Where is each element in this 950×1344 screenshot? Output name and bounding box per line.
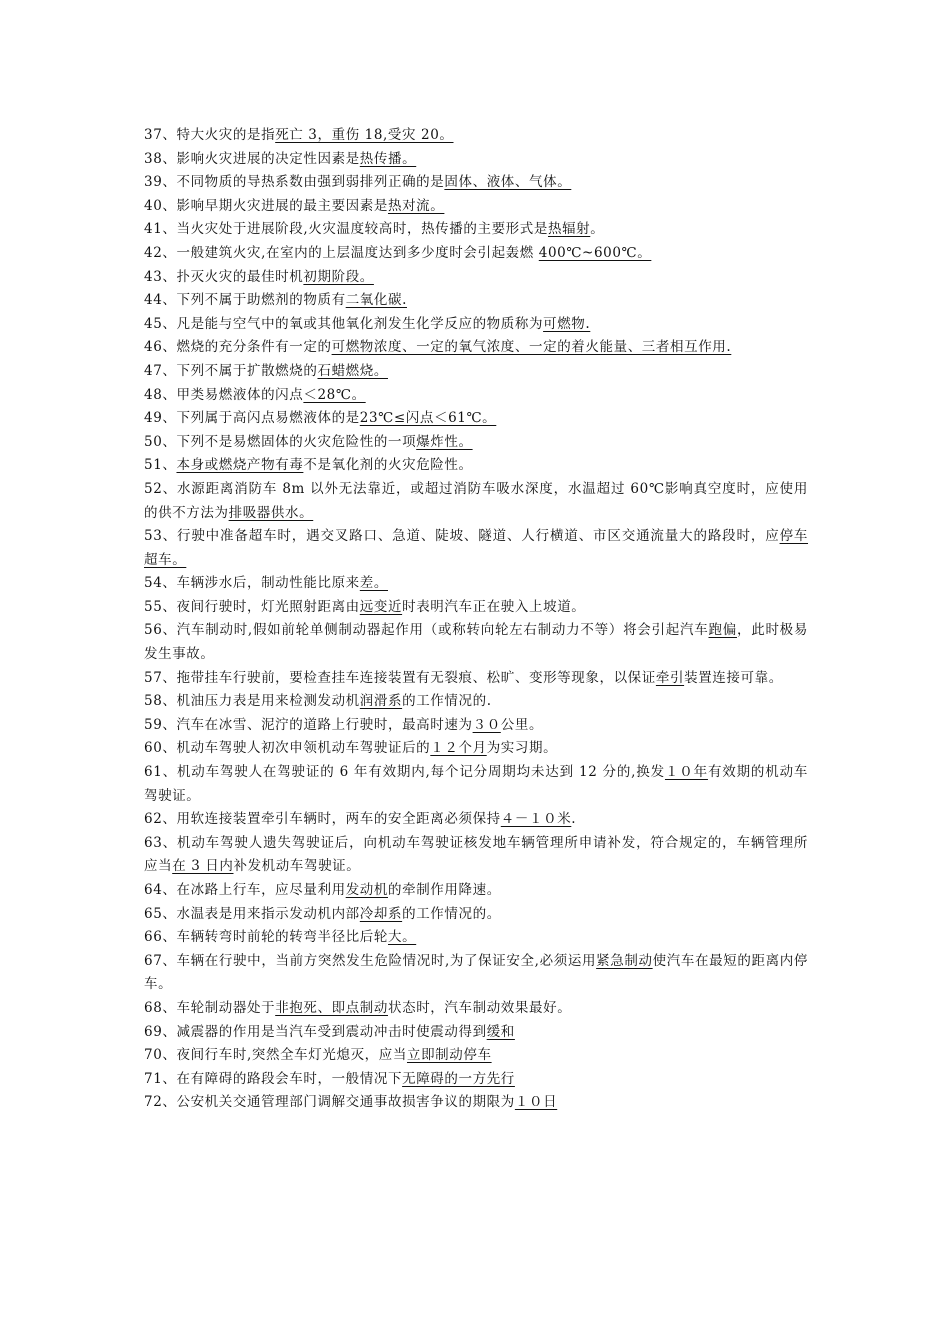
- answer-text: 无障碍的一方先行: [402, 1070, 515, 1087]
- question-number: 47、: [144, 362, 177, 379]
- question-item: [144, 407, 808, 431]
- question-text: 机动车驾驶人遗失驾驶证后，向机动车驾驶证核发地车辆管理所申请补发，符合规定的，车辆管理所应当: [144, 834, 808, 875]
- question-number: 37、: [144, 127, 177, 143]
- question-number: 68、: [144, 999, 177, 1016]
- question-text: 机动车驾驶人初次申领机动车驾驶证后的: [176, 740, 431, 757]
- question-number: 62、: [144, 811, 177, 828]
- question-item: [144, 431, 808, 455]
- question-text: 当火灾处于进展阶段,火灾温度较高时，热传播的主要形式是: [176, 221, 548, 238]
- question-number: 46、: [144, 339, 177, 356]
- question-item: [144, 879, 808, 903]
- question-text: 扑灭火灾的最佳时机: [176, 268, 304, 285]
- question-item: [144, 478, 808, 525]
- answer-text: 23℃≤闪点＜61℃。: [359, 410, 497, 427]
- question-item: [144, 266, 808, 290]
- answer-text: 非抱死、即点制动: [275, 999, 388, 1016]
- question-item: [144, 218, 808, 242]
- question-item: [144, 832, 808, 879]
- question-number: 49、: [144, 410, 177, 427]
- answer-text: １０日: [514, 1094, 558, 1111]
- question-text: 状态时，汽车制动效果最好。: [388, 999, 572, 1016]
- question-text: 影响火灾进展的决定性因素是: [176, 150, 360, 167]
- question-item: [144, 761, 808, 808]
- question-item: [144, 572, 808, 596]
- question-text: 为实习期。: [486, 740, 558, 757]
- question-text: 减震器的作用是当汽车受到震动冲击时使震动得到: [176, 1023, 487, 1040]
- answer-text: 可燃物.: [543, 315, 591, 332]
- question-item: [144, 1044, 808, 1068]
- question-item: [144, 336, 808, 360]
- question-item: [144, 525, 808, 572]
- question-item: [144, 1091, 808, 1115]
- question-text: ，此时极易发生事故。: [144, 622, 809, 663]
- question-number: 41、: [144, 221, 177, 238]
- answer-text: 润滑系: [359, 693, 403, 710]
- question-text: 行驶中准备超车时，遇交叉路口、急道、陡坡、隧道、人行横道、市区交通流量大的路段时，应: [176, 528, 780, 545]
- question-text: 的工作情况的.: [402, 693, 492, 710]
- answer-text: 发动机: [345, 882, 388, 898]
- question-text: 不是氧化剂的火灾危险性。: [303, 457, 473, 474]
- question-number: 66、: [144, 929, 177, 946]
- question-text: 。: [590, 221, 605, 238]
- question-text: 有效期的机动车驾驶证。: [144, 764, 808, 804]
- answer-text: 爆炸性。: [416, 433, 473, 450]
- answer-text: 400℃~600℃。: [538, 244, 652, 261]
- question-number: 64、: [144, 882, 177, 898]
- question-number: 52、: [144, 480, 177, 497]
- question-number: 42、: [144, 244, 177, 261]
- question-text: 夜间行车时,突然全车灯光熄灭，应当: [176, 1047, 407, 1064]
- question-number: 55、: [144, 598, 177, 615]
- question-number: 50、: [144, 433, 177, 450]
- answer-text: 二氧化碳.: [345, 292, 407, 309]
- question-number: 58、: [144, 693, 177, 710]
- question-item: [144, 313, 808, 337]
- question-text: 下列不是易燃固体的火灾危险性的一项: [176, 433, 417, 450]
- answer-text: 牵引: [655, 669, 685, 686]
- question-number: 38、: [144, 150, 177, 167]
- question-text: 在冰路上行车，应尽量利用: [176, 882, 346, 898]
- question-text: 使汽车在最短的距离内停车。: [144, 952, 809, 993]
- question-number: 69、: [144, 1023, 177, 1040]
- question-text: 拖带挂车行驶前，要检查挂车连接装置有无裂痕、松旷、变形等现象，以保证: [176, 669, 656, 686]
- question-text: 燃烧的充分条件有一定的: [176, 339, 332, 356]
- question-text: 的牵制作用降速。: [388, 882, 501, 898]
- question-number: 40、: [144, 197, 177, 214]
- question-item: [144, 667, 808, 691]
- question-number: 70、: [144, 1047, 177, 1064]
- question-text: .: [571, 811, 577, 828]
- question-text: 补发机动车驾驶证。: [233, 858, 361, 875]
- question-text: 甲类易燃液体的闪点: [176, 386, 304, 403]
- question-number: 51、: [144, 457, 177, 474]
- answer-text: 远变近: [359, 598, 403, 615]
- answer-text: 热对流。: [387, 197, 445, 214]
- document-body: [144, 124, 808, 1115]
- question-text: 不同物质的导热系数由强到弱排列正确的是: [176, 174, 445, 191]
- question-number: 48、: [144, 386, 177, 403]
- answer-text: 缓和: [486, 1023, 515, 1040]
- question-number: 63、: [144, 834, 177, 851]
- question-text: 公里。: [500, 716, 544, 733]
- answer-text: 热传播。: [359, 150, 417, 167]
- question-number: 43、: [144, 268, 177, 285]
- answer-text: １０年: [664, 764, 708, 781]
- answer-text: 冷却系: [359, 905, 403, 922]
- question-number: 72、: [144, 1094, 177, 1111]
- answer-text: 固体、液体、气体。: [444, 174, 572, 191]
- answer-text: 初期阶段。: [303, 268, 374, 285]
- question-text: 机油压力表是用来检测发动机: [176, 693, 360, 710]
- question-item: [144, 454, 808, 478]
- question-number: 56、: [144, 622, 177, 639]
- question-number: 54、: [144, 575, 177, 592]
- question-item: [144, 360, 808, 384]
- question-number: 65、: [144, 905, 177, 922]
- question-text: 下列不属于扩散燃烧的: [176, 362, 318, 379]
- question-number: 60、: [144, 740, 177, 757]
- question-text: 汽车在冰雪、泥泞的道路上行驶时，最高时速为: [176, 716, 473, 733]
- question-text: 水温表是用来指示发动机内部: [176, 905, 360, 922]
- answer-text: ４－１０米: [500, 811, 572, 828]
- question-item: [144, 171, 808, 195]
- answer-text: 跑偏: [708, 622, 737, 639]
- question-item: [144, 195, 808, 219]
- question-text: 下列属于高闪点易燃液体的是: [176, 410, 360, 427]
- question-text: 装置连接可靠。: [684, 669, 783, 686]
- question-item: [144, 737, 808, 761]
- answer-text: ＜28℃。: [303, 386, 366, 403]
- answer-text: 立即制动停车: [406, 1047, 492, 1064]
- answer-text: 大。: [387, 929, 417, 946]
- question-text: 车轮制动器处于: [176, 999, 276, 1016]
- question-item: [144, 690, 808, 714]
- question-number: 59、: [144, 716, 177, 733]
- question-text: 水源距离消防车 8m 以外无法靠近，或超过消防车吸水深度，水温超过 60℃影响真空度时，应使用的供不方法为: [144, 480, 808, 521]
- question-number: 57、: [144, 669, 177, 686]
- question-text: 时表明汽车正在驶入上坡道。: [402, 598, 586, 615]
- question-item: [144, 903, 808, 927]
- question-text: 在有障碍的路段会车时，一般情况下: [176, 1070, 403, 1087]
- question-text: 车辆在行驶中，当前方突然发生危险情况时,为了保证安全,必须运用: [176, 952, 597, 969]
- question-item: [144, 714, 808, 738]
- question-text: 影响早期火灾进展的最主要因素是: [176, 197, 388, 214]
- answer-text: 石蜡燃烧。: [317, 362, 388, 379]
- question-number: 44、: [144, 292, 177, 309]
- question-item: [144, 289, 808, 313]
- question-item: [144, 384, 808, 408]
- answer-text: 可燃物浓度、一定的氧气浓度、一定的着火能量、三者相互作用.: [331, 339, 732, 356]
- question-text: 车辆转弯时前轮的转弯半径比后轮: [176, 929, 388, 946]
- question-text: 的工作情况的。: [402, 905, 501, 922]
- question-text: 特大火灾的是指: [176, 127, 276, 143]
- question-text: 用软连接装置牵引车辆时，两车的安全距离必须保持: [176, 811, 501, 828]
- question-number: 71、: [144, 1070, 177, 1087]
- question-item: [144, 148, 808, 172]
- question-item: [144, 808, 808, 832]
- answer-text: ３０: [472, 716, 501, 733]
- question-item: [144, 997, 808, 1021]
- answer-text: 差。: [359, 575, 388, 592]
- question-text: 车辆涉水后，制动性能比原来: [176, 575, 360, 592]
- question-text: 公安机关交通管理部门调解交通事故损害争议的期限为: [176, 1094, 515, 1111]
- question-text: 机动车驾驶人在驾驶证的 6 年有效期内,每个记分周期均未达到 12 分的,换发: [176, 764, 665, 781]
- question-text: 一般建筑火灾,在室内的上层温度达到多少度时会引起轰燃: [176, 244, 539, 261]
- answer-text: 死亡 3，重伤 18,受灾 20。: [275, 127, 454, 143]
- answer-text: 停车超车。: [144, 528, 809, 568]
- question-text: 夜间行驶时，灯光照射距离由: [176, 598, 360, 615]
- question-item: [144, 596, 808, 620]
- question-item: [144, 619, 808, 666]
- question-number: 61、: [144, 764, 177, 781]
- answer-text: 紧急制动: [596, 952, 653, 969]
- answer-text: １２个月: [430, 740, 487, 757]
- question-text: 下列不属于助燃剂的物质有: [176, 292, 346, 309]
- question-number: 53、: [144, 528, 177, 545]
- answer-text: 排吸器供水。: [228, 504, 314, 521]
- question-item: [144, 124, 808, 148]
- answer-text: 热辐射: [547, 221, 591, 238]
- question-item: [144, 242, 808, 266]
- question-item: [144, 926, 808, 950]
- question-text: 汽车制动时,假如前轮单侧制动器起作用（或称转向轮左右制动力不等）将会引起汽车: [176, 622, 709, 639]
- question-number: 67、: [144, 952, 177, 969]
- question-number: 45、: [144, 315, 177, 332]
- answer-text: 本身或燃烧产物有毒: [176, 457, 304, 474]
- question-number: 39、: [144, 174, 177, 191]
- question-item: [144, 1068, 808, 1092]
- question-text: 凡是能与空气中的氧或其他氧化剂发生化学反应的物质称为: [176, 315, 544, 332]
- answer-text: 在 3 日内: [172, 858, 234, 875]
- question-item: [144, 1021, 808, 1045]
- question-item: [144, 950, 808, 997]
